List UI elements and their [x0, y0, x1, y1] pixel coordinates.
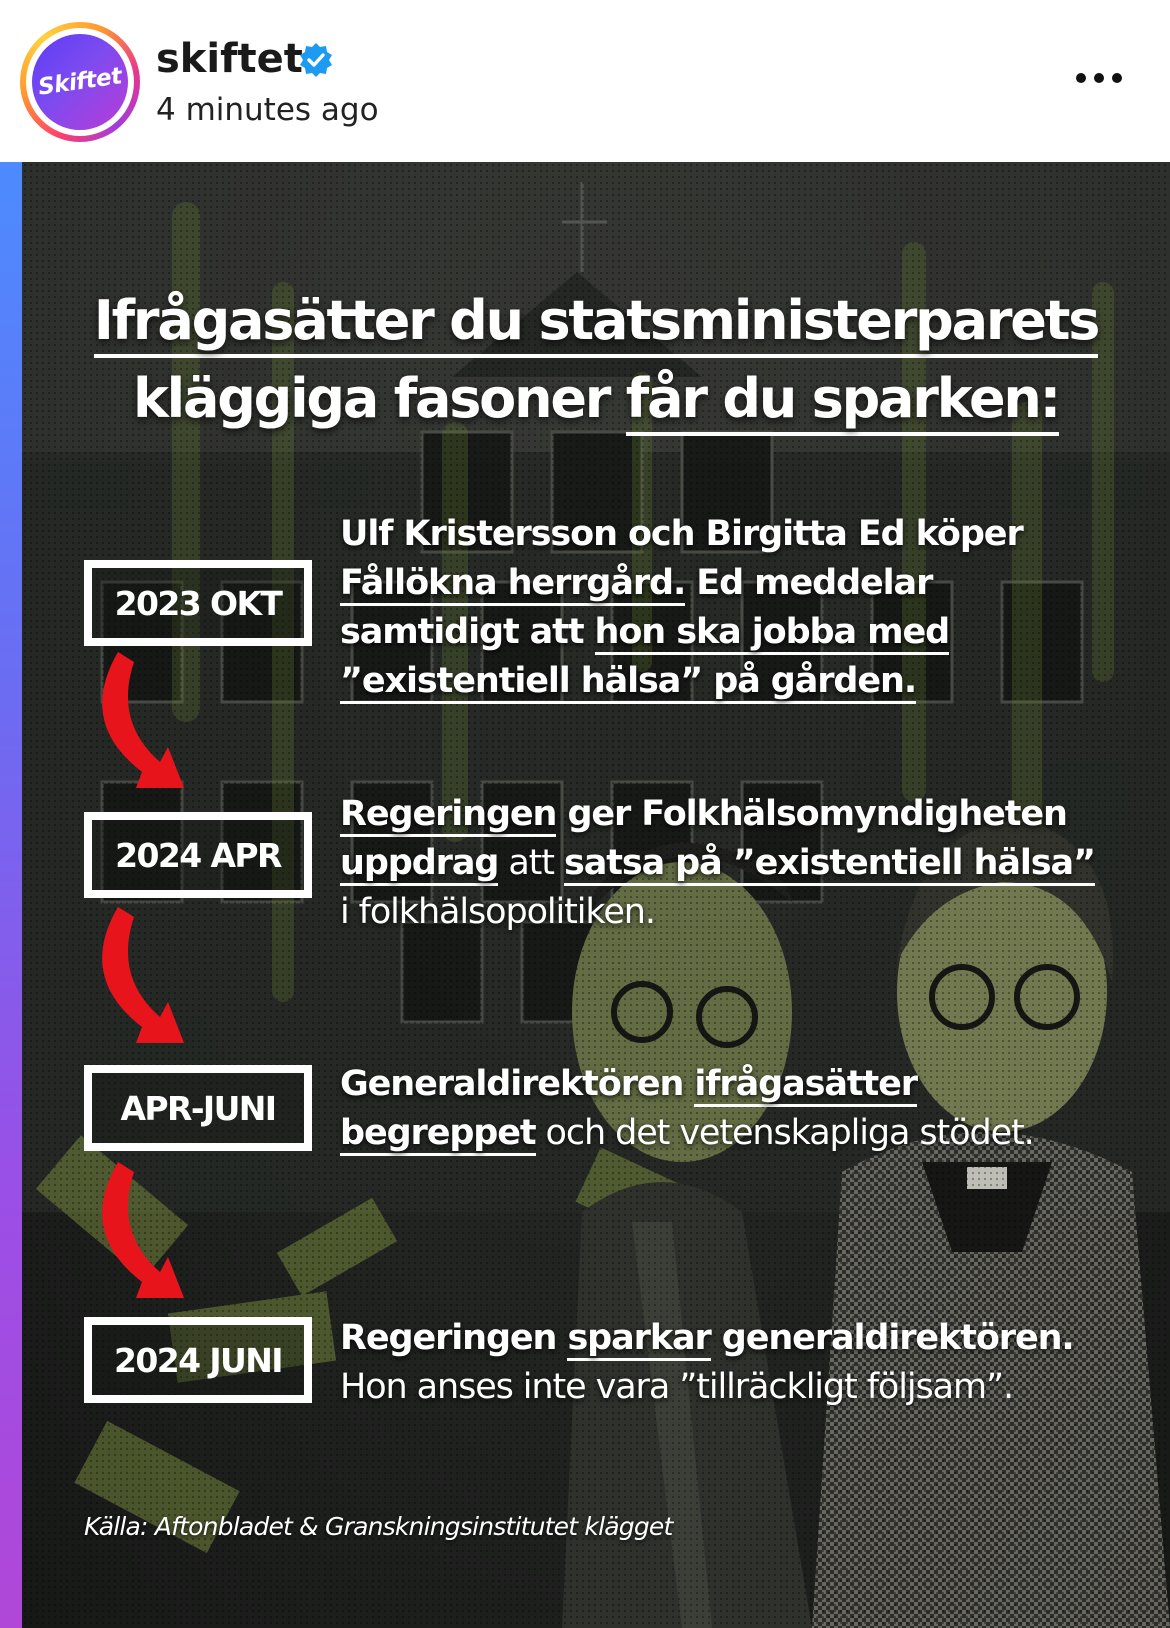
timeline-event-4	[340, 1314, 1100, 1412]
timeline-event-text-part: att	[498, 843, 564, 883]
timeline-event-text-part: Generaldirektören	[340, 1064, 695, 1104]
avatar-logo-text: Skiftet	[36, 63, 124, 101]
timeline-event-text-part: Fållökna herrgård.	[340, 563, 685, 606]
timeline-event-text-part: och det vetenskapliga stödet.	[535, 1113, 1034, 1153]
timeline-event-text-part: i folkhälsopolitiken.	[340, 892, 655, 932]
timeline-date-2024-juni: 2024 JUNI	[84, 1317, 312, 1403]
source-credit: Källa: Aftonbladet & Granskningsinstitutet klägget	[84, 1512, 673, 1541]
timeline-event-2	[340, 790, 1100, 937]
skiftet-logo	[32, 34, 128, 130]
more-options-icon	[1076, 73, 1086, 83]
account-name[interactable]: skiftet	[156, 36, 303, 82]
headline-line-1: Ifrågasätter du statsministerparets	[94, 289, 1099, 358]
timeline-event-text-part: sparkar	[567, 1318, 710, 1361]
timeline-event-text-part: ifrågasätter begreppet	[340, 1064, 917, 1156]
timeline-event-1	[340, 510, 1100, 706]
timeline-event-text-part: Ulf Kristersson och Birgitta Ed köper	[340, 514, 1023, 554]
headline-line-2a: kläggiga fasoner	[132, 367, 626, 430]
timeline-date-apr-juni: APR-JUNI	[84, 1065, 312, 1151]
post-timestamp: 4 minutes ago	[156, 92, 379, 128]
timeline-event-text-part: uppdrag	[340, 843, 498, 886]
headline-line-2b: får du sparken:	[626, 367, 1059, 436]
gradient-side-strip	[0, 162, 22, 1628]
timeline-event-text-part: satsa på ”existentiell hälsa”	[564, 843, 1095, 886]
post-header	[0, 0, 1170, 160]
timeline-event-text-part: hon ska jobba med ”existentiell hälsa” på gården.	[340, 612, 949, 704]
timeline-event-text-part: generaldirektören.	[710, 1318, 1074, 1358]
more-options-button[interactable]	[1076, 64, 1132, 92]
timeline-date-2023-okt: 2023 OKT	[84, 560, 312, 646]
timeline-event-text-part: Ed meddelar samtidigt att	[340, 563, 933, 652]
timeline-event-text-part: Hon anses inte vara ”tillräckligt följsam”.	[340, 1367, 1014, 1407]
timeline-date-2024-apr: 2024 APR	[84, 812, 312, 898]
more-options-icon	[1112, 73, 1122, 83]
timeline-event-text-part: Regeringen	[340, 794, 556, 837]
post-image[interactable]	[22, 162, 1170, 1628]
avatar[interactable]	[20, 22, 140, 142]
more-options-icon	[1094, 73, 1104, 83]
avatar-inner	[26, 28, 134, 136]
headline	[22, 282, 1170, 438]
timeline-event-text-part: Regeringen	[340, 1318, 568, 1358]
timeline-event-text-part: ger Folkhälsomyndigheten	[556, 794, 1067, 834]
timeline-event-3	[340, 1060, 1100, 1158]
verified-badge-icon	[298, 42, 334, 78]
